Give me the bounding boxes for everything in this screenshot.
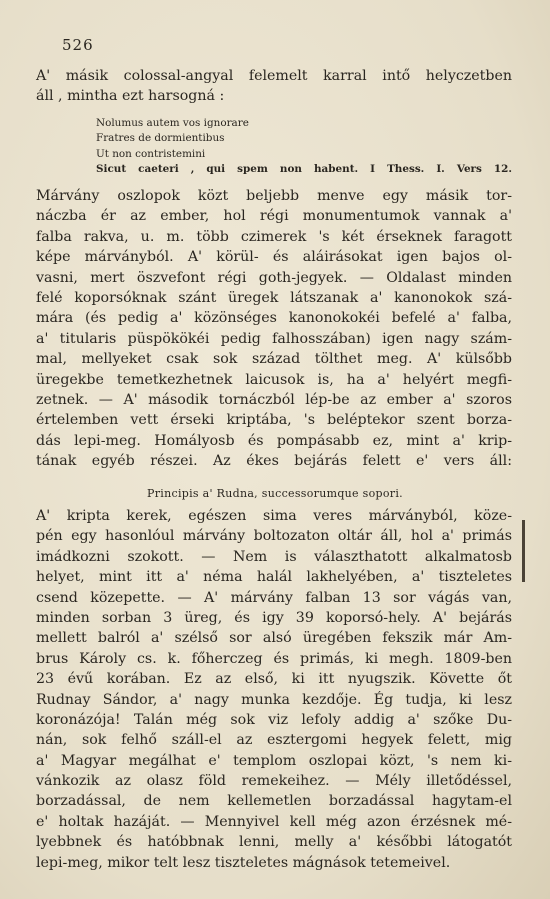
text-line: minden sorban 3 üreg, és igy 39 koporsó-hely. A' bejárás — [36, 609, 512, 626]
text-line: A' kripta kerek, egészen sima veres márványból, köze- — [36, 508, 512, 524]
text-line: náczba ér az ember, hol régi monumentumok vannak a' — [36, 208, 512, 225]
text-line: felé koporsóknak szánt üregek látszanak a' kanonokok szá- — [36, 289, 512, 306]
text-line: áll , mintha ezt harsogná : — [36, 88, 225, 105]
quote-line: Nolumus autem vos ignorare — [96, 117, 249, 129]
text-line: brus Károly cs. k. főherczeg és primás, ki megh. 1809-ben — [36, 650, 512, 667]
intro-text — [36, 66, 512, 107]
text-line: lyebbnek és hatóbbnak lenni, melly a' későbbi látogatót — [36, 834, 512, 851]
text-line: értelemben vett érseki kriptába, 's beléptekor szent borza- — [36, 412, 512, 429]
text-line: 23 évű korában. Ez az első, ki itt nyugszik. Követte őt — [36, 671, 512, 688]
margin-mark — [522, 520, 525, 582]
text-line: képe márványból. A' körül- és aláirásokat igen bajos ol- — [36, 249, 512, 266]
latin-quotation — [96, 116, 512, 177]
inscription-line: Principis a' Rudna, successorumque sopori. — [147, 487, 403, 500]
text-line: imádkozni szokott. — Nem is választhatott alkalmatosb — [36, 548, 512, 565]
text-line: vasni, mert öszvefont régi goth-jegyek. — Oldalast minden — [36, 269, 512, 286]
text-line: koronázója! Talán még sok viz lefoly addig a' szőke Du- — [36, 711, 512, 728]
quote-line-reference: Sicut caeteri , qui spem non habent. I Thess. I. Vers 12. — [96, 162, 512, 175]
text-line: lepi-meg, mikor telt lesz tiszteletes mágnások tetemeivel. — [36, 854, 451, 871]
text-line: mal, mellyeket csak sok század tölthet meg. A' külsőbb — [36, 351, 512, 368]
text-line: mellett balról a' szélső sor alsó üregében fekszik már Am- — [36, 630, 512, 647]
text-line: dás lepi-meg. Homályosb és pompásabb ez, mint a' krip- — [36, 432, 512, 449]
text-line: Rudnay Sándor, a' nagy munka kezdője. Ég tudja, ki lesz — [36, 691, 512, 708]
text-line: mára (és pedig a' közönséges kanonokokéi befelé a' falba, — [36, 310, 512, 327]
text-line: Márvány oszlopok közt beljebb menve egy másik tor- — [36, 188, 512, 204]
text-line: pén egy hasonlóul márvány boltozaton oltár áll, hol a' primás — [36, 528, 512, 545]
text-line: zetnek. — A' második tornáczból lép-be az ember a' szoros — [36, 391, 512, 408]
paragraph-crypt-description — [36, 506, 512, 873]
text-line: vánkozik az olasz föld remekeihez. — Mély illetődéssel, — [36, 773, 512, 790]
text-line: csend közepette. — A' márvány falban 13 sor vágás van, — [36, 589, 512, 606]
quote-line: Fratres de dormientibus — [96, 132, 225, 145]
text-line: üregekbe temetkezhetnek laicusok is, ha a' helyért megfi- — [36, 371, 512, 388]
text-line: falba rakva, u. m. több czimerek 's két érseknek faragott — [36, 228, 512, 245]
text-line: e' holtak hazáját. — Mennyivel kell még azon érzésnek mé- — [36, 813, 512, 830]
quote-line: Ut non contristemini — [96, 147, 206, 160]
text-line: tának egyéb részei. Az ékes bejárás felett e' vers áll: — [36, 453, 512, 470]
paragraph-crypt-corridor — [36, 186, 512, 471]
text-line: nán, sok felhő száll-el az esztergomi hegyek felett, mig — [36, 732, 512, 749]
page-number: 526 — [62, 36, 94, 54]
text-line: borzadással, de nem kellemetlen borzadással hagytam-el — [36, 793, 512, 810]
text-line: a' titularis püspökökéi pedig falhosszában) igen nagy szám- — [36, 330, 512, 347]
text-line: helyet, mint itt a' néma halál lakhelyében, a' tiszteletes — [36, 569, 512, 586]
text-line: a' Magyar megálhat e' templom oszlopai közt, 's nem ki- — [36, 752, 512, 769]
text-line: A' másik colossal-angyal felemelt karral intő helyczetben — [36, 68, 512, 84]
